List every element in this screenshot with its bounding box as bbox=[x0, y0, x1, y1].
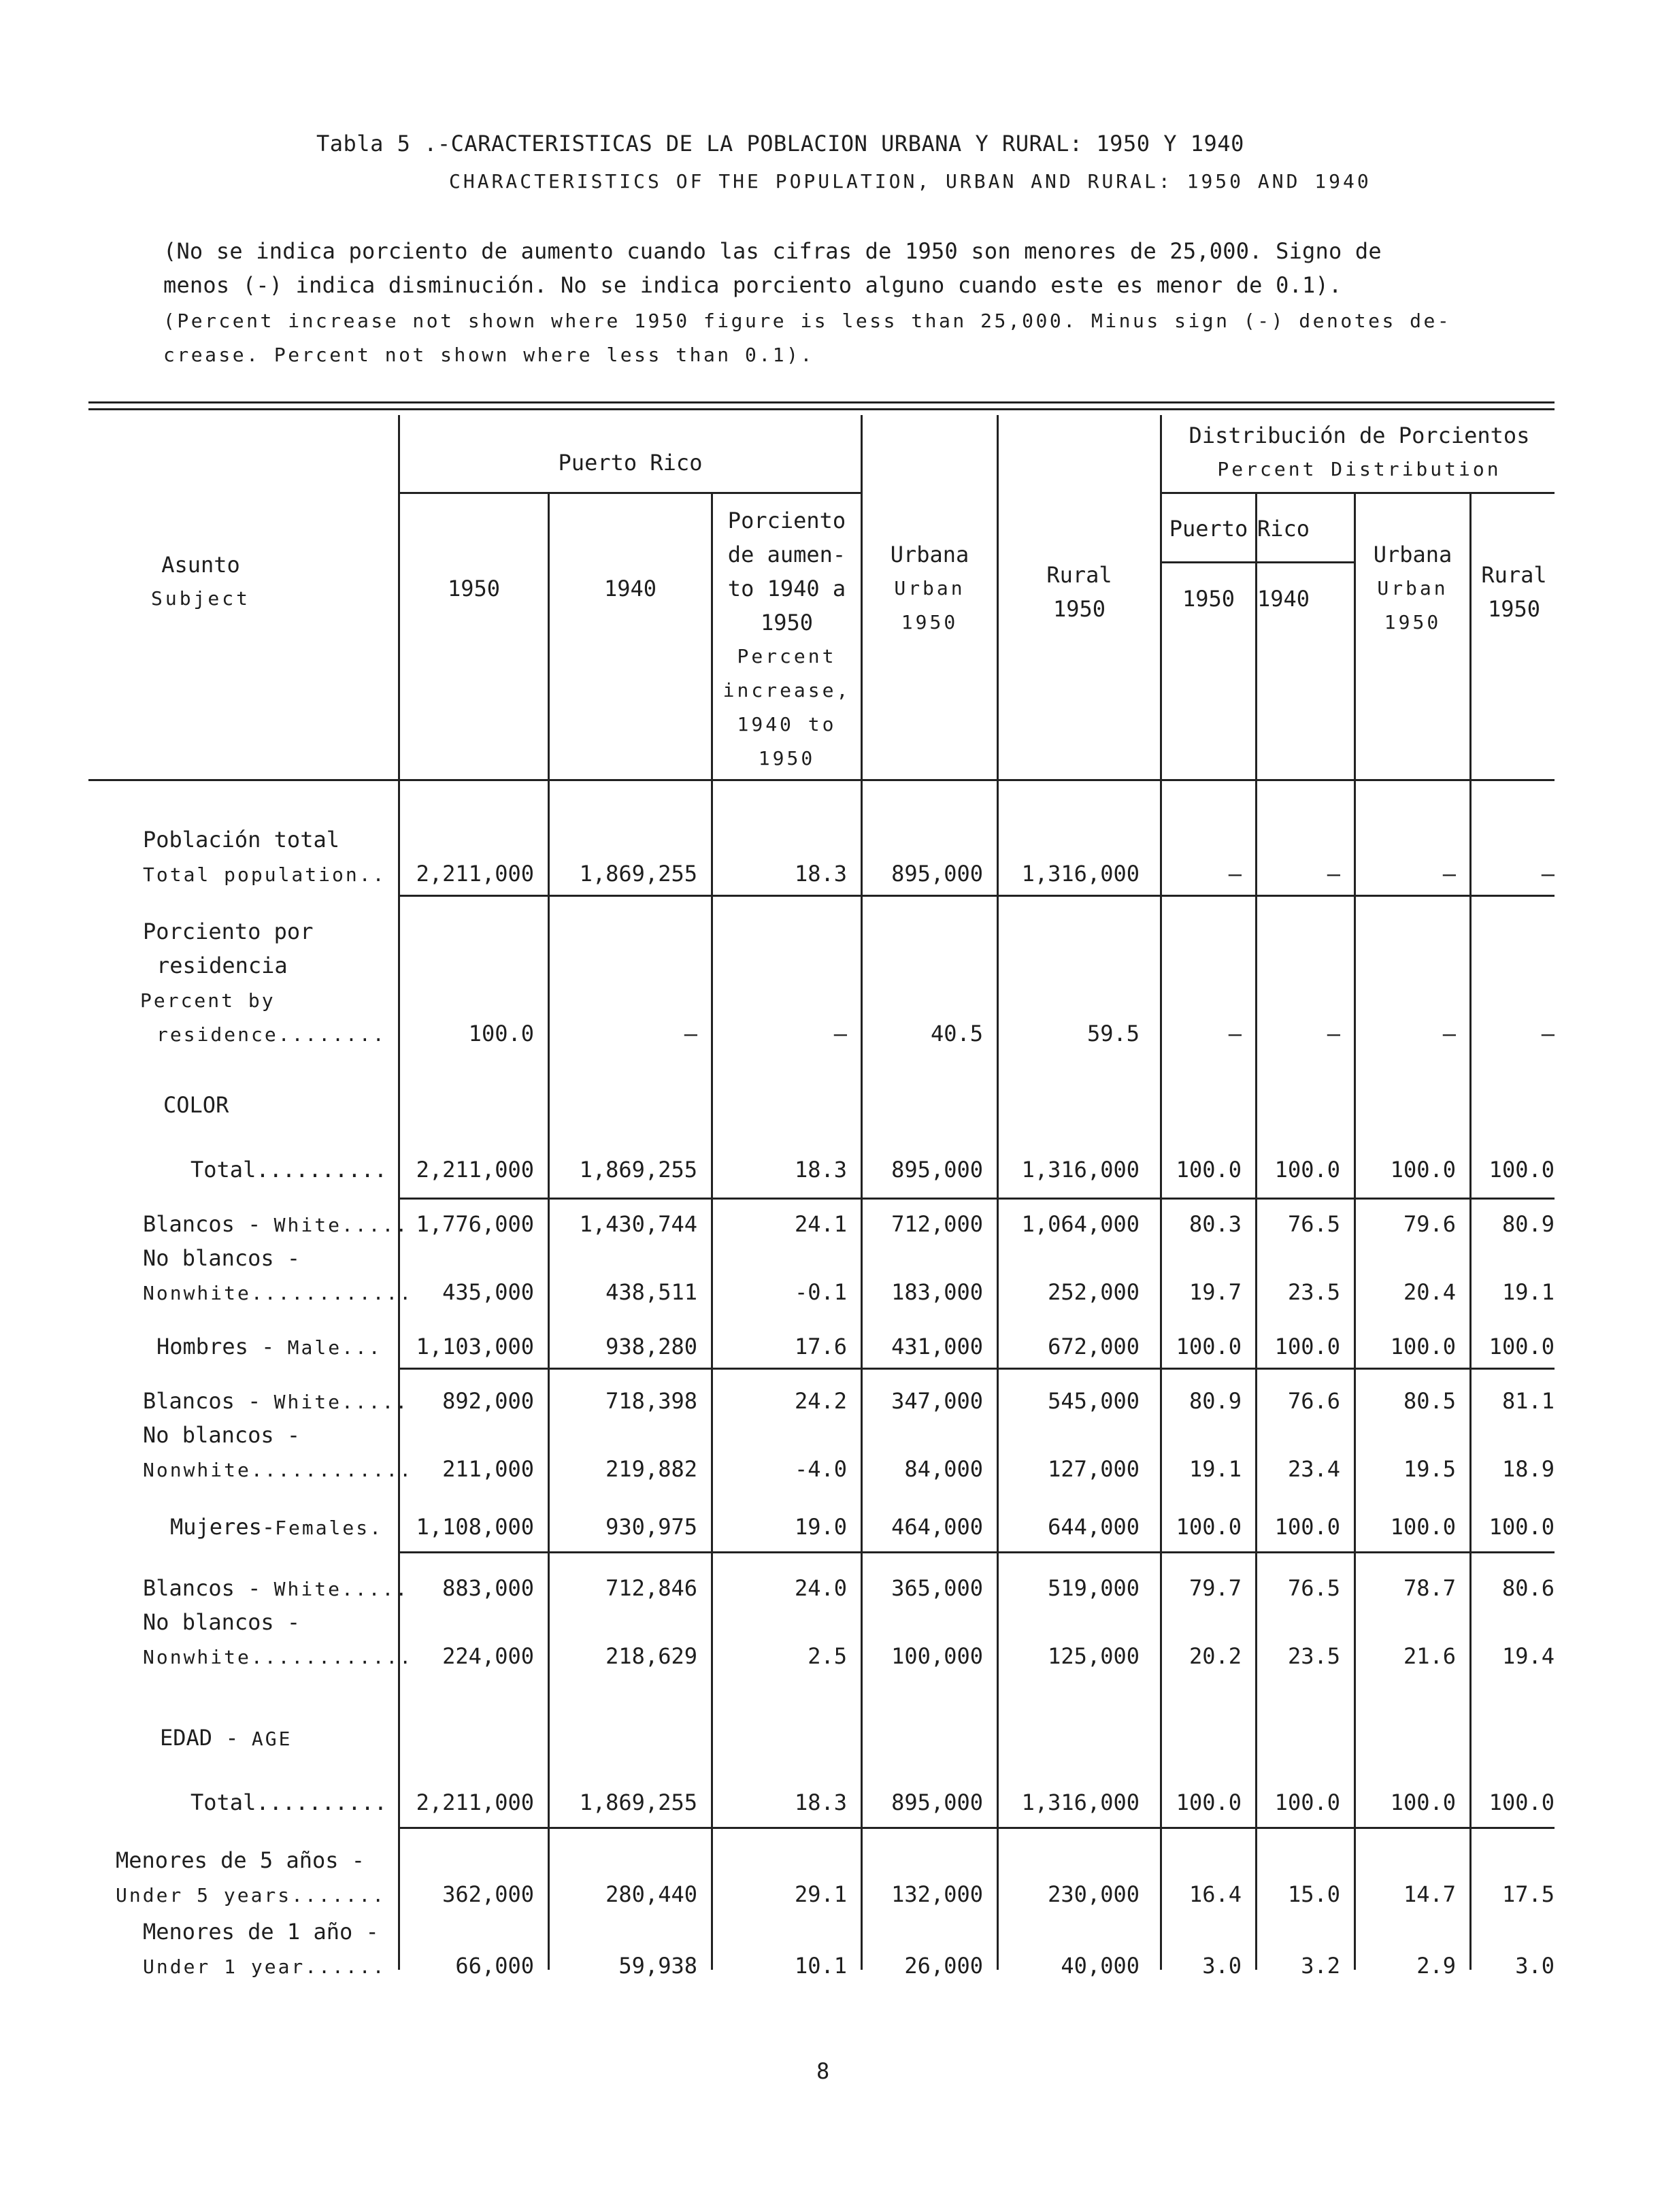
header-urban-year: 1950 bbox=[901, 611, 959, 633]
value-1950: 211,000 bbox=[442, 1456, 534, 1482]
value-percent-increase: 19.0 bbox=[794, 1514, 847, 1540]
header-increase-es-3: to 1940 a bbox=[727, 576, 846, 601]
distribution-header-rule bbox=[1160, 492, 1555, 494]
note-spanish-line-2: menos (-) indica disminución. No se indica porciento alguno cuando este es menor de 0.1). bbox=[163, 272, 1342, 298]
value-dist-1950: 20.2 bbox=[1189, 1643, 1242, 1669]
note-english-line-1: (Percent increase not shown where 1950 figure is less than 25,000. Minus sign (-) denotes de- bbox=[163, 310, 1452, 332]
row-label-en: Male... bbox=[287, 1336, 382, 1359]
header-1940: 1940 bbox=[603, 576, 657, 601]
row-label-es: Porciento por bbox=[143, 919, 314, 944]
value-percent-increase: 18.3 bbox=[794, 1157, 847, 1183]
value-urban: 40.5 bbox=[930, 1021, 983, 1046]
value-urban: 183,000 bbox=[891, 1279, 983, 1305]
value-rural: 672,000 bbox=[1048, 1334, 1140, 1359]
value-urban: 365,000 bbox=[891, 1575, 983, 1601]
value-percent-increase: 17.6 bbox=[794, 1334, 847, 1359]
row-label-en: Nonwhite............ bbox=[143, 1282, 414, 1304]
value-dist-1940: 15.0 bbox=[1287, 1881, 1340, 1907]
value-1950: 100.0 bbox=[468, 1021, 534, 1046]
value-dist-rural: 81.1 bbox=[1501, 1388, 1555, 1414]
value-dist-urban: 100.0 bbox=[1390, 1334, 1456, 1359]
header-dist-1940: 1940 bbox=[1257, 586, 1310, 612]
value-percent-increase: 10.1 bbox=[794, 1953, 847, 1979]
value-rural: 1,316,000 bbox=[1021, 1157, 1140, 1183]
table-row-male-nonwhite bbox=[0, 1422, 1662, 1497]
row-label-en: White..... bbox=[273, 1391, 410, 1413]
value-dist-1950: 100.0 bbox=[1176, 1789, 1242, 1815]
value-dist-1940: 76.6 bbox=[1287, 1388, 1340, 1414]
value-urban: 712,000 bbox=[891, 1211, 983, 1237]
note-english-line-2: crease. Percent not shown where less than 0.1). bbox=[163, 344, 814, 366]
value-urban: 100,000 bbox=[891, 1643, 983, 1669]
value-percent-increase: 2.5 bbox=[808, 1643, 847, 1669]
row-label-es: Población total bbox=[143, 827, 339, 853]
value-dist-urban: 20.4 bbox=[1403, 1279, 1456, 1305]
value-dist-1950: 79.7 bbox=[1189, 1575, 1242, 1601]
row-label-es: No blancos - bbox=[143, 1422, 301, 1448]
value-dist-urban: 21.6 bbox=[1403, 1643, 1456, 1669]
value-1950: 2,211,000 bbox=[416, 1789, 534, 1815]
header-dist-urban-en: Urban bbox=[1377, 577, 1448, 599]
value-rural: 230,000 bbox=[1048, 1881, 1140, 1907]
header-subject-es: Asunto bbox=[161, 552, 240, 578]
value-dist-1950: 16.4 bbox=[1189, 1881, 1242, 1907]
value-rural: 125,000 bbox=[1048, 1643, 1140, 1669]
value-percent-increase: 24.2 bbox=[794, 1388, 847, 1414]
value-dist-1940: — bbox=[1327, 1021, 1340, 1046]
value-dist-1950: 100.0 bbox=[1176, 1514, 1242, 1540]
value-1940: 938,280 bbox=[605, 1334, 697, 1359]
table-top-rule bbox=[88, 401, 1555, 403]
value-urban: 895,000 bbox=[891, 1789, 983, 1815]
header-dist-1950: 1950 bbox=[1182, 586, 1235, 612]
value-1950: 1,108,000 bbox=[416, 1514, 534, 1540]
value-dist-rural: 100.0 bbox=[1489, 1334, 1555, 1359]
value-dist-urban: 2.9 bbox=[1416, 1953, 1456, 1979]
header-dist-urban bbox=[1356, 538, 1469, 640]
value-dist-1940: 76.5 bbox=[1287, 1575, 1340, 1601]
row-label-es: residencia bbox=[156, 953, 288, 978]
header-rural bbox=[999, 558, 1160, 626]
header-increase-es-4: 1950 bbox=[760, 610, 814, 635]
value-dist-1950: 80.9 bbox=[1189, 1388, 1242, 1414]
value-1940: 280,440 bbox=[605, 1881, 697, 1907]
value-1940: 59,938 bbox=[618, 1953, 697, 1979]
value-dist-1950: — bbox=[1228, 1021, 1242, 1046]
header-increase-en-2: increase, bbox=[722, 679, 851, 701]
row-label-es: Menores de 1 año - bbox=[143, 1919, 379, 1945]
row-label-es: Menores de 5 años - bbox=[116, 1847, 365, 1873]
table-title-spanish: Tabla 5 .-CARACTERISTICAS DE LA POBLACION URBANA Y RURAL: 1950 Y 1940 bbox=[316, 131, 1244, 156]
row-label-es: No blancos - bbox=[143, 1609, 301, 1635]
value-urban: 84,000 bbox=[904, 1456, 983, 1482]
header-dist-urban-es: Urbana bbox=[1373, 542, 1452, 567]
header-urban-en: Urban bbox=[894, 577, 965, 599]
header-subject bbox=[88, 548, 313, 616]
value-1940: 718,398 bbox=[605, 1388, 697, 1414]
value-dist-urban: 100.0 bbox=[1390, 1157, 1456, 1183]
header-increase-en-1: Percent bbox=[737, 645, 837, 667]
value-dist-rural: 3.0 bbox=[1515, 1953, 1555, 1979]
header-puerto-rico: Puerto Rico bbox=[558, 450, 703, 476]
value-dist-1950: — bbox=[1228, 861, 1242, 887]
section-age-es: EDAD - bbox=[160, 1725, 252, 1751]
value-dist-1950: 80.3 bbox=[1189, 1211, 1242, 1237]
row-label bbox=[156, 1334, 382, 1359]
value-rural: 519,000 bbox=[1048, 1575, 1140, 1601]
row-label-es: Mujeres- bbox=[170, 1514, 276, 1540]
table-row-female-nonwhite bbox=[0, 1609, 1662, 1684]
row-label-es: Blancos - bbox=[143, 1575, 274, 1601]
value-1940: 1,430,744 bbox=[579, 1211, 697, 1237]
row-label-en: residence........ bbox=[156, 1023, 386, 1046]
value-urban: 26,000 bbox=[904, 1953, 983, 1979]
value-dist-rural: 19.4 bbox=[1501, 1643, 1555, 1669]
value-dist-rural: 80.9 bbox=[1501, 1211, 1555, 1237]
value-percent-increase: -0.1 bbox=[794, 1279, 847, 1305]
value-dist-urban: 100.0 bbox=[1390, 1789, 1456, 1815]
row-label-es: Hombres - bbox=[156, 1334, 288, 1359]
value-percent-increase: -4.0 bbox=[794, 1456, 847, 1482]
value-1950: 66,000 bbox=[455, 1953, 534, 1979]
section-age bbox=[160, 1725, 292, 1751]
value-rural: 644,000 bbox=[1048, 1514, 1140, 1540]
value-1950: 1,776,000 bbox=[416, 1211, 534, 1237]
row-label-en: Nonwhite............ bbox=[143, 1459, 414, 1481]
row-label-en: Nonwhite............ bbox=[143, 1646, 414, 1668]
header-dist-urban-year: 1950 bbox=[1384, 611, 1442, 633]
table-row-nonwhite bbox=[0, 1245, 1662, 1320]
note-spanish-line-1: (No se indica porciento de aumento cuando las cifras de 1950 son menores de 25,000. Signo de bbox=[163, 238, 1382, 264]
value-dist-rural: 18.9 bbox=[1501, 1456, 1555, 1482]
header-distribution-en: Percent Distribution bbox=[1217, 458, 1501, 480]
table-row-under-1 bbox=[0, 1919, 1662, 1994]
value-dist-urban: 80.5 bbox=[1403, 1388, 1456, 1414]
value-dist-1940: 23.4 bbox=[1287, 1456, 1340, 1482]
header-dist-rural-year: 1950 bbox=[1487, 596, 1541, 622]
value-percent-increase: 29.1 bbox=[794, 1881, 847, 1907]
value-dist-rural: 100.0 bbox=[1489, 1157, 1555, 1183]
value-1950: 362,000 bbox=[442, 1881, 534, 1907]
value-dist-rural: 19.1 bbox=[1501, 1279, 1555, 1305]
value-1950: 435,000 bbox=[442, 1279, 534, 1305]
value-dist-1940: 23.5 bbox=[1287, 1279, 1340, 1305]
header-subject-en: Subject bbox=[150, 587, 250, 610]
value-dist-1950: 3.0 bbox=[1202, 1953, 1242, 1979]
value-1950: 1,103,000 bbox=[416, 1334, 534, 1359]
section-age-en: AGE bbox=[251, 1728, 293, 1750]
header-increase-es-2: de aumen- bbox=[727, 542, 846, 567]
header-increase-en-4: 1950 bbox=[758, 747, 816, 770]
header-dist-rural-es: Rural bbox=[1481, 562, 1547, 588]
value-dist-1950: 19.7 bbox=[1189, 1279, 1242, 1305]
value-dist-urban: — bbox=[1442, 861, 1456, 887]
header-rural-es: Rural bbox=[1046, 562, 1112, 588]
value-percent-increase: — bbox=[833, 1021, 847, 1046]
value-dist-urban: 78.7 bbox=[1403, 1575, 1456, 1601]
table-top-rule-double bbox=[88, 408, 1555, 410]
value-percent-increase: 18.3 bbox=[794, 861, 847, 887]
value-1940: 712,846 bbox=[605, 1575, 697, 1601]
puerto-rico-header-rule bbox=[398, 492, 861, 494]
value-dist-urban: 19.5 bbox=[1403, 1456, 1456, 1482]
row-label-es: Blancos - bbox=[143, 1211, 274, 1237]
value-rural: 545,000 bbox=[1048, 1388, 1140, 1414]
value-rural: 127,000 bbox=[1048, 1456, 1140, 1482]
row-label-es: No blancos - bbox=[143, 1245, 301, 1271]
table-row-under-5 bbox=[0, 1847, 1662, 1922]
value-rural: 1,064,000 bbox=[1021, 1211, 1140, 1237]
value-urban: 431,000 bbox=[891, 1334, 983, 1359]
value-dist-1940: 100.0 bbox=[1274, 1514, 1340, 1540]
value-rural: 252,000 bbox=[1048, 1279, 1140, 1305]
value-1940: — bbox=[684, 1021, 697, 1046]
value-1940: 1,869,255 bbox=[579, 861, 697, 887]
header-urban bbox=[863, 538, 997, 640]
value-dist-rural: 100.0 bbox=[1489, 1789, 1555, 1815]
header-dist-puerto: Puerto bbox=[1169, 516, 1248, 542]
row-label-en: White..... bbox=[273, 1214, 410, 1236]
value-dist-rural: 100.0 bbox=[1489, 1514, 1555, 1540]
value-urban: 132,000 bbox=[891, 1881, 983, 1907]
value-1950: 2,211,000 bbox=[416, 861, 534, 887]
value-urban: 464,000 bbox=[891, 1514, 983, 1540]
value-dist-1950: 100.0 bbox=[1176, 1334, 1242, 1359]
value-dist-urban: 100.0 bbox=[1390, 1514, 1456, 1540]
row-label-en: Under 5 years....... bbox=[116, 1884, 386, 1906]
value-dist-1940: 76.5 bbox=[1287, 1211, 1340, 1237]
value-urban: 347,000 bbox=[891, 1388, 983, 1414]
header-dist-rico: Rico bbox=[1257, 516, 1310, 542]
row-label bbox=[143, 1575, 409, 1601]
value-dist-1950: 19.1 bbox=[1189, 1456, 1242, 1482]
value-urban: 895,000 bbox=[891, 861, 983, 887]
header-percent-distribution bbox=[1162, 418, 1557, 486]
row-label bbox=[143, 1211, 409, 1237]
value-rural: 1,316,000 bbox=[1021, 861, 1140, 887]
value-1940: 1,869,255 bbox=[579, 1789, 697, 1815]
value-1940: 438,511 bbox=[605, 1279, 697, 1305]
row-label bbox=[170, 1514, 383, 1540]
header-bottom-rule bbox=[88, 779, 1555, 781]
value-dist-rural: — bbox=[1541, 861, 1555, 887]
value-percent-increase: 18.3 bbox=[794, 1789, 847, 1815]
row-label bbox=[143, 1388, 409, 1414]
value-rural: 40,000 bbox=[1061, 1953, 1140, 1979]
value-dist-rural: 80.6 bbox=[1501, 1575, 1555, 1601]
row-label-en: Percent by bbox=[140, 989, 276, 1012]
row-label-en: Under 1 year...... bbox=[143, 1955, 386, 1978]
header-dist-rural bbox=[1472, 558, 1557, 626]
table-row-percent-residence bbox=[0, 919, 1662, 1046]
row-label-en: White..... bbox=[273, 1578, 410, 1600]
value-dist-rural: — bbox=[1541, 1021, 1555, 1046]
row-label-es: Blancos - bbox=[143, 1388, 274, 1414]
row-label-en: Total population.. bbox=[143, 863, 386, 886]
value-dist-1940: — bbox=[1327, 861, 1340, 887]
value-dist-1940: 3.2 bbox=[1301, 1953, 1340, 1979]
value-1940: 219,882 bbox=[605, 1456, 697, 1482]
header-increase-en-3: 1940 to bbox=[737, 713, 837, 736]
value-rural: 59.5 bbox=[1086, 1021, 1140, 1046]
value-1940: 930,975 bbox=[605, 1514, 697, 1540]
value-dist-urban: — bbox=[1442, 1021, 1456, 1046]
value-dist-urban: 79.6 bbox=[1403, 1211, 1456, 1237]
value-dist-1940: 23.5 bbox=[1287, 1643, 1340, 1669]
table-title-english: CHARACTERISTICS OF THE POPULATION, URBAN AND RURAL: 1950 AND 1940 bbox=[449, 170, 1372, 193]
value-1950: 892,000 bbox=[442, 1388, 534, 1414]
row-label-en: Females. bbox=[275, 1517, 383, 1539]
value-dist-urban: 14.7 bbox=[1403, 1881, 1456, 1907]
value-1940: 218,629 bbox=[605, 1643, 697, 1669]
header-urban-es: Urbana bbox=[890, 542, 969, 567]
page-number: 8 bbox=[816, 2058, 830, 2084]
value-1940: 1,869,255 bbox=[579, 1157, 697, 1183]
value-1950: 2,211,000 bbox=[416, 1157, 534, 1183]
row-label-es: Total.......... bbox=[190, 1789, 387, 1815]
header-1950: 1950 bbox=[447, 576, 501, 601]
table-row-total-population bbox=[0, 827, 1662, 902]
header-distribution-es: Distribución de Porcientos bbox=[1189, 423, 1530, 448]
section-color: COLOR bbox=[163, 1092, 229, 1118]
value-dist-1940: 100.0 bbox=[1274, 1789, 1340, 1815]
header-percent-increase bbox=[713, 504, 861, 776]
value-urban: 895,000 bbox=[891, 1157, 983, 1183]
header-increase-es-1: Porciento bbox=[727, 508, 846, 533]
header-rural-year: 1950 bbox=[1052, 596, 1106, 622]
value-dist-rural: 17.5 bbox=[1501, 1881, 1555, 1907]
row-label-es: Total.......... bbox=[190, 1157, 387, 1183]
value-dist-1950: 100.0 bbox=[1176, 1157, 1242, 1183]
value-rural: 1,316,000 bbox=[1021, 1789, 1140, 1815]
value-percent-increase: 24.1 bbox=[794, 1211, 847, 1237]
value-dist-1940: 100.0 bbox=[1274, 1157, 1340, 1183]
value-1950: 224,000 bbox=[442, 1643, 534, 1669]
value-dist-1940: 100.0 bbox=[1274, 1334, 1340, 1359]
value-percent-increase: 24.0 bbox=[794, 1575, 847, 1601]
value-1950: 883,000 bbox=[442, 1575, 534, 1601]
